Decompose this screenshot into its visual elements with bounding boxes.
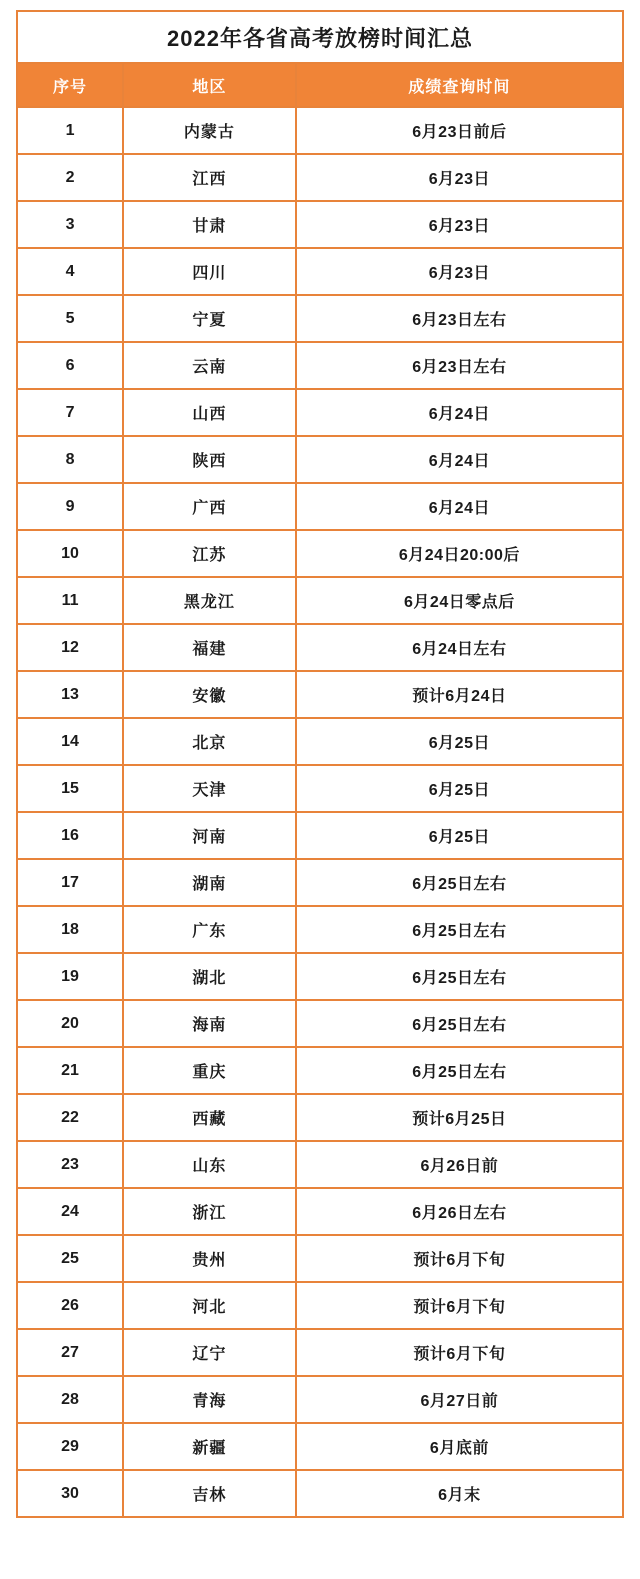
cell-index: 24 [17, 1188, 123, 1235]
cell-region: 浙江 [123, 1188, 296, 1235]
cell-time: 6月25日 [296, 765, 623, 812]
cell-time: 6月25日左右 [296, 953, 623, 1000]
cell-time: 6月24日 [296, 436, 623, 483]
cell-time: 预计6月下旬 [296, 1282, 623, 1329]
cell-time: 6月27日前 [296, 1376, 623, 1423]
cell-time: 6月25日左右 [296, 906, 623, 953]
cell-region: 四川 [123, 248, 296, 295]
table-header [17, 63, 623, 107]
cell-region: 湖南 [123, 859, 296, 906]
cell-index: 23 [17, 1141, 123, 1188]
cell-time: 6月25日左右 [296, 1047, 623, 1094]
cell-time: 6月23日前后 [296, 107, 623, 154]
table-row [17, 530, 623, 577]
cell-region: 新疆 [123, 1423, 296, 1470]
cell-time: 6月26日前 [296, 1141, 623, 1188]
cell-time: 6月23日 [296, 201, 623, 248]
cell-time: 6月24日零点后 [296, 577, 623, 624]
exam-result-schedule-table [16, 62, 624, 1518]
cell-index: 10 [17, 530, 123, 577]
cell-region: 福建 [123, 624, 296, 671]
cell-region: 重庆 [123, 1047, 296, 1094]
cell-index: 30 [17, 1470, 123, 1517]
cell-index: 5 [17, 295, 123, 342]
cell-region: 天津 [123, 765, 296, 812]
page-title-text: 2022年各省高考放榜时间汇总 [167, 25, 473, 51]
page-title [16, 10, 624, 62]
cell-index: 29 [17, 1423, 123, 1470]
table-row [17, 154, 623, 201]
cell-index: 13 [17, 671, 123, 718]
table-row [17, 1423, 623, 1470]
cell-time: 6月25日 [296, 718, 623, 765]
cell-region: 河北 [123, 1282, 296, 1329]
cell-region: 山东 [123, 1141, 296, 1188]
cell-index: 19 [17, 953, 123, 1000]
cell-time: 6月24日左右 [296, 624, 623, 671]
cell-region: 河南 [123, 812, 296, 859]
table-row [17, 1470, 623, 1517]
table-row [17, 1141, 623, 1188]
table-header-row [17, 63, 623, 107]
cell-time: 6月25日 [296, 812, 623, 859]
cell-index: 16 [17, 812, 123, 859]
cell-region: 甘肃 [123, 201, 296, 248]
table-row [17, 295, 623, 342]
cell-index: 12 [17, 624, 123, 671]
table-row [17, 248, 623, 295]
cell-region: 江苏 [123, 530, 296, 577]
cell-time: 6月25日左右 [296, 859, 623, 906]
cell-region: 山西 [123, 389, 296, 436]
column-header-index: 序号 [17, 63, 123, 107]
cell-index: 4 [17, 248, 123, 295]
cell-region: 青海 [123, 1376, 296, 1423]
cell-index: 7 [17, 389, 123, 436]
cell-index: 22 [17, 1094, 123, 1141]
cell-time: 预计6月25日 [296, 1094, 623, 1141]
table-row [17, 859, 623, 906]
cell-region: 陕西 [123, 436, 296, 483]
cell-region: 内蒙古 [123, 107, 296, 154]
cell-index: 3 [17, 201, 123, 248]
cell-time: 6月24日 [296, 389, 623, 436]
table-row [17, 389, 623, 436]
cell-region: 云南 [123, 342, 296, 389]
cell-time: 6月末 [296, 1470, 623, 1517]
table-row [17, 1094, 623, 1141]
cell-time: 6月23日左右 [296, 295, 623, 342]
cell-region: 黑龙江 [123, 577, 296, 624]
table-row [17, 671, 623, 718]
table-row [17, 436, 623, 483]
table-row [17, 1376, 623, 1423]
cell-index: 1 [17, 107, 123, 154]
cell-index: 8 [17, 436, 123, 483]
cell-time: 6月24日 [296, 483, 623, 530]
cell-index: 11 [17, 577, 123, 624]
cell-time: 6月23日左右 [296, 342, 623, 389]
cell-index: 28 [17, 1376, 123, 1423]
cell-time: 6月23日 [296, 248, 623, 295]
table-row [17, 1235, 623, 1282]
table-row [17, 1000, 623, 1047]
table-body [17, 107, 623, 1517]
cell-region: 安徽 [123, 671, 296, 718]
table-row [17, 342, 623, 389]
cell-time: 预计6月24日 [296, 671, 623, 718]
cell-index: 20 [17, 1000, 123, 1047]
cell-region: 辽宁 [123, 1329, 296, 1376]
cell-region: 西藏 [123, 1094, 296, 1141]
cell-index: 27 [17, 1329, 123, 1376]
cell-index: 25 [17, 1235, 123, 1282]
table-row [17, 107, 623, 154]
cell-region: 广东 [123, 906, 296, 953]
column-header-time: 成绩查询时间 [296, 63, 623, 107]
cell-region: 海南 [123, 1000, 296, 1047]
table-row [17, 1329, 623, 1376]
table-row [17, 1047, 623, 1094]
cell-region: 湖北 [123, 953, 296, 1000]
table-row [17, 624, 623, 671]
cell-region: 江西 [123, 154, 296, 201]
cell-time: 6月24日20:00后 [296, 530, 623, 577]
cell-region: 北京 [123, 718, 296, 765]
cell-region: 吉林 [123, 1470, 296, 1517]
table-row [17, 577, 623, 624]
table-row [17, 1188, 623, 1235]
table-row [17, 201, 623, 248]
cell-time: 6月25日左右 [296, 1000, 623, 1047]
cell-region: 贵州 [123, 1235, 296, 1282]
cell-index: 15 [17, 765, 123, 812]
table-row [17, 1282, 623, 1329]
cell-index: 18 [17, 906, 123, 953]
cell-index: 17 [17, 859, 123, 906]
cell-index: 2 [17, 154, 123, 201]
table-row [17, 718, 623, 765]
cell-index: 6 [17, 342, 123, 389]
cell-time: 6月26日左右 [296, 1188, 623, 1235]
table-row [17, 483, 623, 530]
table-row [17, 812, 623, 859]
cell-index: 26 [17, 1282, 123, 1329]
column-header-region: 地区 [123, 63, 296, 107]
cell-time: 6月23日 [296, 154, 623, 201]
cell-time: 预计6月下旬 [296, 1235, 623, 1282]
cell-time: 6月底前 [296, 1423, 623, 1470]
cell-index: 14 [17, 718, 123, 765]
table-row [17, 953, 623, 1000]
table-row [17, 906, 623, 953]
cell-region: 广西 [123, 483, 296, 530]
cell-index: 21 [17, 1047, 123, 1094]
table-row [17, 765, 623, 812]
cell-region: 宁夏 [123, 295, 296, 342]
cell-time: 预计6月下旬 [296, 1329, 623, 1376]
cell-index: 9 [17, 483, 123, 530]
